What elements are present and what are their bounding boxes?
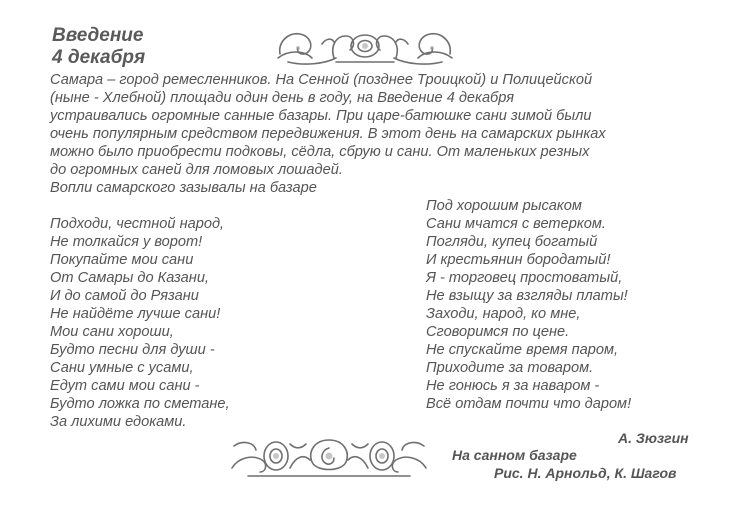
intro-paragraph bbox=[50, 71, 690, 197]
title-line-2: 4 декабря bbox=[52, 47, 146, 68]
poem-line: Мои сани хороши, bbox=[50, 324, 174, 340]
poem-line: Не гонюсь я за наваром - bbox=[426, 378, 600, 394]
bottom-ornament-icon bbox=[228, 432, 430, 480]
poem-line: Всё отдам почти что даром! bbox=[426, 396, 632, 412]
poem-line: Я - торговец простоватый, bbox=[426, 270, 623, 286]
poem-line: От Самары до Казани, bbox=[50, 270, 209, 286]
intro-line: (ныне - Хлебной) площади один день в году, на Введение 4 декабря bbox=[50, 90, 515, 106]
title-line-1: Введение bbox=[52, 25, 144, 46]
poem-line: И крестьянин бородатый! bbox=[426, 252, 611, 268]
intro-line: очень популярным средством передвижения. В этот день на самарских рынках bbox=[50, 126, 606, 142]
work-title: На санном базаре bbox=[452, 447, 577, 463]
poem-line: Заходи, народ, ко мне, bbox=[426, 306, 581, 322]
poem-left-column bbox=[50, 215, 230, 431]
poem-line: Под хорошим рысаком bbox=[426, 198, 582, 214]
author-credit: А. Зюзгин bbox=[618, 430, 689, 446]
poem-right-column bbox=[426, 197, 631, 413]
poem-line: Не взыщу за взгляды платы! bbox=[426, 288, 628, 304]
poem-line: Будто ложка по сметане, bbox=[50, 396, 230, 412]
poem-line: Сани мчатся с ветерком. bbox=[426, 216, 606, 232]
poem-line: Приходите за товаром. bbox=[426, 360, 594, 376]
poem-line: Не найдёте лучше сани! bbox=[50, 306, 221, 322]
intro-subtitle: Вопли самарского зазывалы на базаре bbox=[50, 180, 317, 196]
poem-line: Едут сами мои сани - bbox=[50, 378, 200, 394]
intro-line: до огромных саней для ломовых лошадей. bbox=[50, 162, 343, 178]
poem-line: Покупайте мои сани bbox=[50, 252, 194, 268]
intro-line: можно было приобрести подковы, сёдла, сбрую и сани. От маленьких резных bbox=[50, 144, 590, 160]
poem-line: Сговоримся по цене. bbox=[426, 324, 570, 340]
poem-line: И до самой до Рязани bbox=[50, 288, 199, 304]
poem-line: Не спускайте время паром, bbox=[426, 342, 619, 358]
poem-line: Сани умные с усами, bbox=[50, 360, 194, 376]
poem-line: Погляди, купец богатый bbox=[426, 234, 598, 250]
poem-line: Не толкайся у ворот! bbox=[50, 234, 203, 250]
intro-line: Самара – город ремесленников. На Сенной (позднее Троицкой) и Полицейской bbox=[50, 72, 593, 88]
intro-line: устраивались огромные санные базары. При царе-батюшке сани зимой были bbox=[50, 108, 592, 124]
poem-line: За лихими едоками. bbox=[50, 414, 187, 430]
poem-line: Будто песни для души - bbox=[50, 342, 215, 358]
illustrators-credit: Рис. Н. Арнольд, К. Шагов bbox=[494, 465, 677, 481]
poem-line: Подходи, честной народ, bbox=[50, 216, 225, 232]
top-ornament-icon bbox=[274, 24, 456, 68]
